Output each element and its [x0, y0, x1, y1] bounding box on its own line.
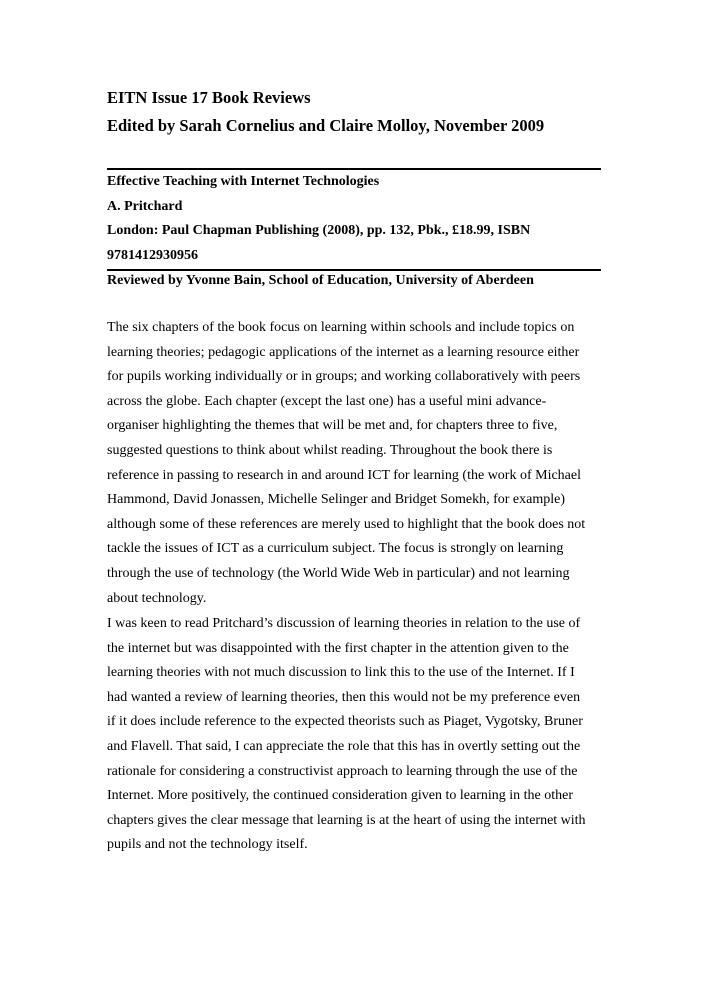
paragraph-line: chapters gives the clear message that learning is at the heart of using the internet with: [107, 812, 586, 828]
paragraph-line: learning theories; pedagogic applications of the internet as a learning resource either: [107, 344, 580, 360]
paragraph-line: The six chapters of the book focus on learning within schools and include topics on: [107, 320, 575, 335]
paragraph-line: the internet but was disappointed with the first chapter in the attention given to the: [107, 640, 569, 656]
paragraph-line: I was keen to read Pritchard’s discussion of learning theories in relation to the use of: [107, 616, 581, 631]
paragraph-line: through the use of technology (the World Wide Web in particular) and not learning: [107, 565, 570, 581]
paragraph-line: learning theories with not much discussion to link this to the use of the Internet. If I: [107, 665, 575, 681]
book-title: Effective Teaching with Internet Technologies: [107, 174, 380, 189]
paragraph-line: and Flavell. That said, I can appreciate the role that this has in overtly setting out the: [107, 738, 581, 754]
paragraph-line: reference in passing to research in and around ICT for learning (the work of Michael: [107, 467, 582, 483]
issue-title: EITN Issue 17 Book Reviews: [107, 88, 311, 107]
book-author: A. Pritchard: [107, 198, 183, 214]
paragraph-line: organiser highlighting the themes that will be met and, for chapters three to five,: [107, 418, 558, 434]
paragraph-line: Internet. More positively, the continued consideration given to learning in the other: [107, 788, 574, 804]
review-paragraph-2: [107, 612, 607, 858]
paragraph-line: pupils and not the technology itself.: [107, 837, 308, 853]
paragraph-line: although some of these references are merely used to highlight that the book does not: [107, 516, 586, 532]
paragraph-line: Hammond, David Jonassen, Michelle Selinger and Bridget Somekh, for example): [107, 492, 566, 508]
editors-line: Edited by Sarah Cornelius and Claire Molloy, November 2009: [107, 116, 545, 135]
paragraph-line: if it does include reference to the expected theorists such as Piaget, Vygotsky, Bruner: [107, 714, 583, 730]
paragraph-line: for pupils working individually or in groups; and working collaboratively with peers: [107, 369, 581, 385]
review-paragraph-1: [107, 316, 607, 611]
paragraph-line: had wanted a review of learning theories, then this would not be my preference even: [107, 689, 581, 705]
paragraph-line: suggested questions to think about whilst reading. Throughout the book there is: [107, 442, 553, 458]
paragraph-line: rationale for considering a constructivist approach to learning through the use of the: [107, 763, 578, 779]
reviewer-line: Reviewed by Yvonne Bain, School of Education, University of Aberdeen: [107, 273, 534, 288]
paragraph-line: tackle the issues of ICT as a curriculum subject. The focus is strongly on learning: [107, 541, 564, 557]
paragraph-line: about technology.: [107, 590, 207, 606]
paragraph-line: across the globe. Each chapter (except the last one) has a useful mini advance-: [107, 393, 547, 409]
book-details: [107, 170, 601, 268]
document-header: [107, 84, 607, 140]
isbn-number: 9781412930956: [107, 247, 198, 263]
publication-details: London: Paul Chapman Publishing (2008), pp. 132, Pbk., £18.99, ISBN: [107, 223, 531, 239]
